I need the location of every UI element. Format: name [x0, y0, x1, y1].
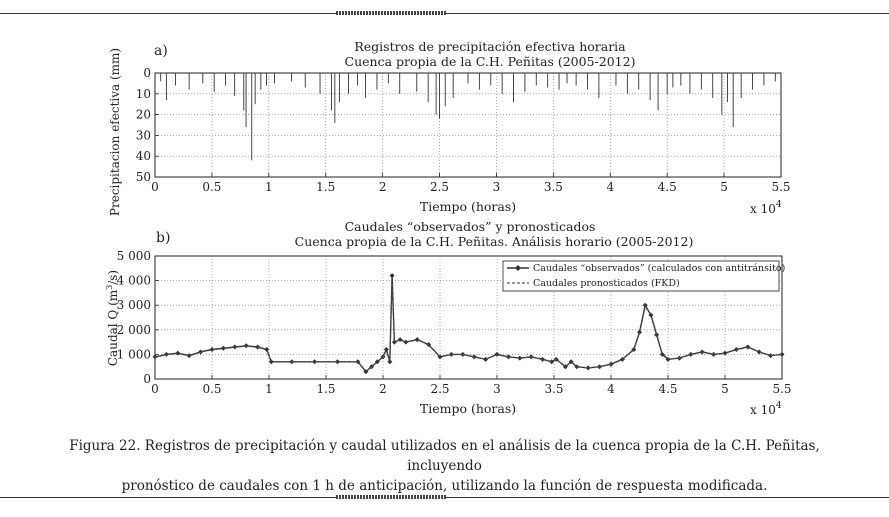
panel-a-xtick-label: 4: [606, 180, 615, 194]
panel-a-plot-area: [155, 73, 781, 177]
panel-b-ytick-label: 1 000: [116, 347, 151, 362]
panel-b-xtick-label: 0: [151, 382, 159, 396]
panel-b-ytick-label: 0: [143, 372, 151, 386]
panel-a-ytick-label: 40: [135, 149, 151, 164]
panel-a-xtick-label: 3.5: [543, 180, 563, 194]
panel-b-x-exponent-base: x 10: [750, 403, 776, 417]
panel-a-xtick-label: 2: [378, 180, 387, 194]
panel-b-ytick-label: 2 000: [116, 322, 151, 337]
panel-b-subtitle: Cuenca propia de la C.H. Peñitas. Análisis horario (2005-2012): [294, 234, 694, 249]
panel-a-x-exponent: [750, 200, 782, 216]
panel-b: [105, 219, 792, 417]
panel-b-y-axis-label: [105, 270, 120, 366]
panel-b-xtick-label: 3.5: [544, 382, 564, 396]
panel-b-xtick-label: 0.5: [202, 382, 222, 396]
panel-b-x-axis-label: Tiempo (horas): [419, 401, 517, 416]
panel-b-xtick-label: 5.5: [772, 382, 792, 396]
panel-a-xtick-label: 3: [492, 180, 501, 194]
panel-b-xtick-label: 5: [721, 382, 729, 396]
caption-line-1: Figura 22. Registros de precipitación y caudal utilizados en el análisis de la cuenca propia de la C.H. Peñitas, incluyendo: [69, 438, 820, 474]
panel-b-xtick-label: 1: [265, 382, 273, 396]
panel-a-label: a): [154, 43, 168, 59]
panel-a-ytick-label: 30: [135, 128, 151, 143]
panel-b-y-ticks: [117, 249, 159, 386]
panel-a-xtick-label: 1.5: [316, 180, 336, 194]
panel-a-ytick-label: 0: [143, 66, 151, 80]
panel-b-xtick-label: 4.5: [658, 382, 678, 396]
panel-a-xtick-label: 5.5: [771, 180, 791, 194]
panel-b-xtick-label: 1.5: [316, 382, 336, 396]
panel-a-subtitle: Cuenca propia de la C.H. Peñitas (2005-2012): [344, 54, 636, 69]
panel-a: [108, 39, 791, 216]
panel-a-x-exponent-power: 4: [775, 200, 782, 210]
panel-a-xtick-label: 0: [151, 180, 159, 194]
panel-b-ytick-label: 5 000: [116, 249, 151, 263]
panel-b-ytick-label: 3 000: [116, 298, 151, 313]
legend-observed-label: Caudales “observados” (calculados con antitránsito): [533, 263, 786, 274]
panel-a-xtick-label: 2.5: [429, 180, 450, 194]
panel-a-xtick-label: 5: [720, 180, 728, 194]
panel-a-ytick-label: 10: [135, 86, 151, 101]
panel-b-title: Caudales “observados” y pronosticados: [344, 219, 596, 234]
figure-caption: [40, 436, 849, 496]
caption-line-2: pronóstico de caudales con 1 h de anticipación, utilizando la función de respuesta modificada.: [121, 478, 768, 494]
panel-b-xtick-label: 3: [493, 382, 501, 396]
panel-b-y-axis-label-end: /s): [106, 269, 120, 285]
panel-b-xtick-label: 4: [607, 382, 615, 396]
panel-a-xtick-label: 4.5: [657, 180, 677, 194]
panel-b-y-axis-label-main: Caudal Q (m: [106, 289, 120, 367]
panel-b-ytick-label: 4 000: [116, 273, 151, 288]
panel-a-y-axis-label: Precipitacion efectiva (mm): [108, 47, 122, 217]
panel-a-ytick-label: 50: [135, 170, 151, 184]
panel-b-xtick-label: 2.5: [430, 382, 450, 396]
panel-a-ytick-label: 20: [135, 107, 151, 122]
panel-b-xtick-label: 2: [379, 382, 387, 396]
panel-a-xtick-label: 0.5: [202, 180, 222, 194]
panel-b-x-exponent-power: 4: [775, 401, 782, 411]
legend-forecast-label: Caudales pronosticados (FKD): [533, 278, 680, 289]
panel-b-x-exponent: [750, 401, 782, 417]
panel-a-x-axis-label: Tiempo (horas): [419, 199, 517, 214]
bottom-rule-ornament: [336, 495, 446, 499]
panel-a-xtick-label: 1: [264, 180, 273, 194]
panel-b-label: b): [156, 230, 171, 246]
panel-a-title: Registros de precipitación efectiva horaria: [354, 39, 626, 54]
panel-b-legend: [503, 261, 785, 291]
panel-b-y-axis-label-sup: 3: [105, 284, 114, 290]
panel-a-x-exponent-base: x 10: [750, 202, 776, 216]
